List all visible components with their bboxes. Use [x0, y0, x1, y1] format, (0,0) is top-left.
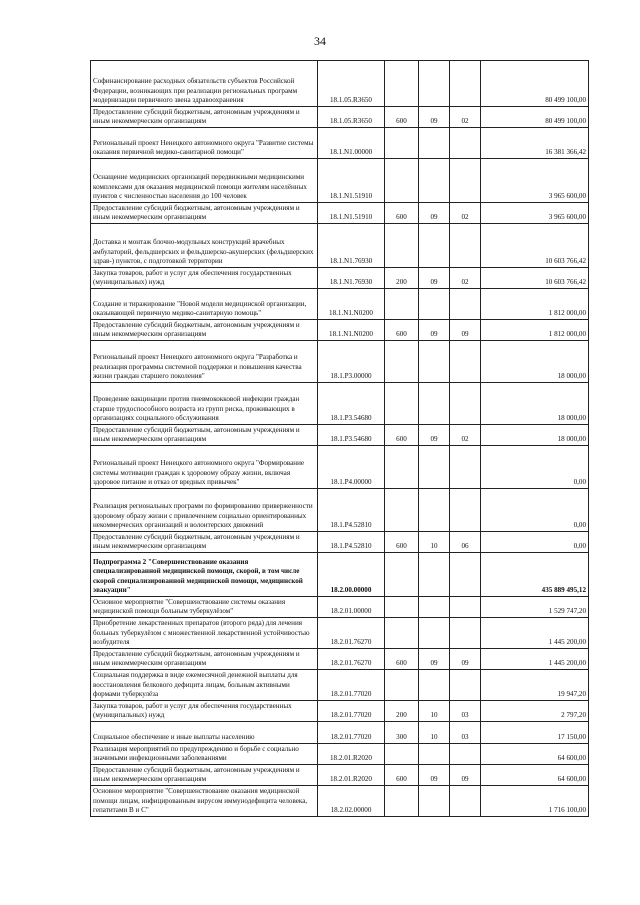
row-expense-type-cell: 600	[385, 203, 419, 224]
row-subsection-cell	[450, 489, 481, 532]
row-expense-type-cell	[385, 61, 419, 107]
row-section-cell: 09	[419, 268, 450, 289]
row-amount-cell: 0,00	[481, 489, 589, 532]
row-name-cell: Оснащение медицинских организаций передвижными медицинскими комплексами для оказания медицинской помощи жителям населённых пунктов с численностью населения до 100 человек	[91, 159, 318, 203]
row-subsection-cell: 02	[450, 107, 481, 128]
row-expense-type-cell: 600	[385, 532, 419, 553]
row-expense-type-cell: 600	[385, 107, 419, 128]
row-expense-type-cell	[385, 341, 419, 383]
row-code-cell: 18.1.P4.52810	[318, 532, 385, 553]
row-section-cell: 09	[419, 320, 450, 341]
row-expense-type-cell	[385, 597, 419, 618]
row-expense-type-cell	[385, 489, 419, 532]
row-expense-type-cell: 200	[385, 701, 419, 722]
row-section-cell	[419, 744, 450, 765]
row-expense-type-cell	[385, 670, 419, 701]
row-expense-type-cell	[385, 159, 419, 203]
table-row	[91, 159, 589, 203]
row-section-cell	[419, 618, 450, 649]
row-code-cell: 18.1.N1.51910	[318, 203, 385, 224]
row-expense-type-cell	[385, 224, 419, 268]
row-section-cell	[419, 224, 450, 268]
row-amount-cell: 19 947,20	[481, 670, 589, 701]
table-row	[91, 765, 589, 786]
row-subsection-cell	[450, 446, 481, 489]
row-subsection-cell: 09	[450, 320, 481, 341]
row-expense-type-cell	[385, 128, 419, 159]
row-expense-type-cell	[385, 618, 419, 649]
row-section-cell: 09	[419, 425, 450, 446]
row-code-cell: 18.2.02.00000	[318, 786, 385, 817]
row-amount-cell: 18 000,00	[481, 383, 589, 425]
table-row	[91, 107, 589, 128]
row-subsection-cell: 03	[450, 722, 481, 744]
row-section-cell	[419, 786, 450, 817]
table-row	[91, 128, 589, 159]
row-code-cell: 18.1.N1.51910	[318, 159, 385, 203]
row-subsection-cell	[450, 786, 481, 817]
row-name-cell: Основное мероприятие "Совершенствование оказания медицинской помощи лицам, инфицированным вирусом иммунодефицита человека, гепатитами В и С"	[91, 786, 318, 817]
row-section-cell	[419, 159, 450, 203]
row-code-cell: 18.2.01.R2020	[318, 765, 385, 786]
row-amount-cell: 64 600,00	[481, 765, 589, 786]
row-section-cell	[419, 128, 450, 159]
page-number: 34	[314, 34, 326, 48]
row-subsection-cell	[450, 341, 481, 383]
row-amount-cell: 2 797,20	[481, 701, 589, 722]
row-amount-cell: 18 000,00	[481, 341, 589, 383]
row-expense-type-cell	[385, 744, 419, 765]
row-name-cell: Реализация региональных программ по формированию приверженности здоровому образу жизни с привлечением социально ориентированных некоммерческих организаций и волонтерских движений	[91, 489, 318, 532]
table-row	[91, 224, 589, 268]
row-name-cell: Предоставление субсидий бюджетным, автономным учреждениям и иным некоммерческим организациям	[91, 425, 318, 446]
row-subsection-cell	[450, 670, 481, 701]
row-name-cell: Предоставление субсидий бюджетным, автономным учреждениям и иным некоммерческим организациям	[91, 107, 318, 128]
row-subsection-cell	[450, 383, 481, 425]
row-amount-cell: 3 965 600,00	[481, 203, 589, 224]
table-row	[91, 383, 589, 425]
row-expense-type-cell: 600	[385, 765, 419, 786]
row-code-cell: 18.1.P3.54680	[318, 425, 385, 446]
table-row	[91, 489, 589, 532]
row-section-cell	[419, 61, 450, 107]
row-subsection-cell	[450, 744, 481, 765]
row-code-cell: 18.1.N1.00000	[318, 128, 385, 159]
row-name-cell: Региональный проект Ненецкого автономного округа "Разработка и реализация программы системной поддержки и повышения качества жизни граждан старшего поколения"	[91, 341, 318, 383]
table-row	[91, 701, 589, 722]
row-subsection-cell	[450, 289, 481, 320]
row-code-cell: 18.1.P3.00000	[318, 341, 385, 383]
row-expense-type-cell	[385, 553, 419, 597]
row-subsection-cell	[450, 159, 481, 203]
row-section-cell	[419, 597, 450, 618]
row-subsection-cell	[450, 553, 481, 597]
row-code-cell: 18.1.P3.54680	[318, 383, 385, 425]
row-amount-cell: 80 499 100,00	[481, 107, 589, 128]
row-code-cell: 18.2.00.00000	[318, 553, 385, 597]
row-section-cell: 10	[419, 532, 450, 553]
row-amount-cell: 10 603 766,42	[481, 268, 589, 289]
row-amount-cell: 0,00	[481, 532, 589, 553]
row-name-cell: Социальная поддержка в виде ежемесячной денежной выплаты для восстановления белкового дефицита лицам, больным активными формами туберкулёза	[91, 670, 318, 701]
row-name-cell: Региональный проект Ненецкого автономного округа "Развитие системы оказания первичной медико-санитарной помощи"	[91, 128, 318, 159]
row-amount-cell: 1 716 100,00	[481, 786, 589, 817]
row-subsection-cell	[450, 61, 481, 107]
row-amount-cell: 1 445 200,00	[481, 618, 589, 649]
row-code-cell: 18.1.N1.76930	[318, 224, 385, 268]
table-row	[91, 203, 589, 224]
table-row	[91, 722, 589, 744]
row-section-cell	[419, 489, 450, 532]
table-row	[91, 553, 589, 597]
row-amount-cell: 1 445 200,00	[481, 649, 589, 670]
row-name-cell: Социальное обеспечение и иные выплаты населению	[91, 722, 318, 744]
row-section-cell	[419, 446, 450, 489]
row-name-cell: Предоставление субсидий бюджетным, автономным учреждениям и иным некоммерческим организациям	[91, 320, 318, 341]
row-amount-cell: 80 499 100,00	[481, 61, 589, 107]
table-row	[91, 744, 589, 765]
row-code-cell: 18.1.05.R3650	[318, 107, 385, 128]
budget-table	[90, 60, 589, 817]
row-subsection-cell: 02	[450, 425, 481, 446]
row-code-cell: 18.2.01.77020	[318, 701, 385, 722]
row-expense-type-cell: 600	[385, 649, 419, 670]
row-code-cell: 18.1.N1.76930	[318, 268, 385, 289]
row-amount-cell: 17 150,00	[481, 722, 589, 744]
row-expense-type-cell: 600	[385, 320, 419, 341]
row-amount-cell: 435 889 495,12	[481, 553, 589, 597]
row-expense-type-cell	[385, 383, 419, 425]
row-name-cell: Реализация мероприятий по предупреждению и борьбе с социально значимыми инфекционными заболеваниями	[91, 744, 318, 765]
table-row	[91, 341, 589, 383]
row-amount-cell: 18 000,00	[481, 425, 589, 446]
row-amount-cell: 1 812 000,00	[481, 289, 589, 320]
row-subsection-cell: 09	[450, 765, 481, 786]
table-row	[91, 61, 589, 107]
table-row	[91, 670, 589, 701]
row-amount-cell: 10 603 766,42	[481, 224, 589, 268]
row-code-cell: 18.2.01.76270	[318, 649, 385, 670]
table-row	[91, 597, 589, 618]
row-section-cell	[419, 670, 450, 701]
row-code-cell: 18.2.01.00000	[318, 597, 385, 618]
row-expense-type-cell: 200	[385, 268, 419, 289]
row-section-cell	[419, 341, 450, 383]
row-expense-type-cell	[385, 786, 419, 817]
row-section-cell: 09	[419, 107, 450, 128]
row-subsection-cell	[450, 128, 481, 159]
row-name-cell: Предоставление субсидий бюджетным, автономным учреждениям и иным некоммерческим организациям	[91, 532, 318, 553]
row-code-cell: 18.1.P4.52810	[318, 489, 385, 532]
row-name-cell: Доставка и монтаж блочно-модульных конструкций врачебных амбулаторий, фельдшерских и фельдшерско-акушерских (фельдшерских здрав-) пунктов, с подготовкой территории	[91, 224, 318, 268]
row-section-cell: 10	[419, 701, 450, 722]
row-subsection-cell: 03	[450, 701, 481, 722]
row-name-cell: Региональный проект Ненецкого автономного округа "Формирование системы мотивации граждан к здоровому образу жизни, включая здоровое питание и отказ от вредных привычек"	[91, 446, 318, 489]
table-row	[91, 532, 589, 553]
row-expense-type-cell: 300	[385, 722, 419, 744]
table-row	[91, 649, 589, 670]
row-code-cell: 18.2.01.76270	[318, 618, 385, 649]
row-section-cell: 09	[419, 649, 450, 670]
row-name-cell: Закупка товаров, работ и услуг для обеспечения государственных (муниципальных) нужд	[91, 701, 318, 722]
row-amount-cell: 3 965 600,00	[481, 159, 589, 203]
row-code-cell: 18.1.N1.N0200	[318, 320, 385, 341]
row-section-cell	[419, 383, 450, 425]
row-name-cell: Предоставление субсидий бюджетным, автономным учреждениям и иным некоммерческим организациям	[91, 203, 318, 224]
table-row	[91, 618, 589, 649]
row-expense-type-cell	[385, 289, 419, 320]
budget-table-body	[91, 61, 589, 817]
row-code-cell: 18.2.01.77020	[318, 722, 385, 744]
row-name-cell: Создание и тиражирование "Новой модели медицинской организации, оказывающей первичную медико-санитарную помощь"	[91, 289, 318, 320]
row-section-cell	[419, 553, 450, 597]
row-subsection-cell	[450, 224, 481, 268]
row-subsection-cell: 02	[450, 203, 481, 224]
row-code-cell: 18.2.01.77020	[318, 670, 385, 701]
row-name-cell: Приобретение лекарственных препаратов (второго ряда) для лечения больных туберкулёзом с множественной лекарственной устойчивостью возбудителя	[91, 618, 318, 649]
table-row	[91, 268, 589, 289]
row-section-cell: 09	[419, 765, 450, 786]
row-name-cell: Софинансирование расходных обязательств субъектов Российской Федерации, возникающих при реализации региональных программ модернизации первичного звена здравоохранения	[91, 61, 318, 107]
table-row	[91, 425, 589, 446]
row-name-cell: Закупка товаров, работ и услуг для обеспечения государственных (муниципальных) нужд	[91, 268, 318, 289]
row-subsection-cell: 02	[450, 268, 481, 289]
row-amount-cell: 1 529 747,20	[481, 597, 589, 618]
row-code-cell: 18.1.05.R3650	[318, 61, 385, 107]
table-row	[91, 446, 589, 489]
row-section-cell: 10	[419, 722, 450, 744]
row-name-cell: Предоставление субсидий бюджетным, автономным учреждениям и иным некоммерческим организациям	[91, 649, 318, 670]
row-amount-cell: 0,00	[481, 446, 589, 489]
row-amount-cell: 64 600,00	[481, 744, 589, 765]
row-subsection-cell: 09	[450, 649, 481, 670]
row-amount-cell: 16 381 366,42	[481, 128, 589, 159]
row-section-cell	[419, 289, 450, 320]
row-name-cell: Предоставление субсидий бюджетным, автономным учреждениям и иным некоммерческим организациям	[91, 765, 318, 786]
table-row	[91, 320, 589, 341]
row-code-cell: 18.1.N1.N0200	[318, 289, 385, 320]
row-subsection-cell: 06	[450, 532, 481, 553]
row-name-cell: Подпрограмма 2 "Совершенствование оказания специализированной медицинской помощи, скорой, в том числе скорой специализированной медицинской помощи, медицинской эвакуации"	[91, 553, 318, 597]
row-amount-cell: 1 812 000,00	[481, 320, 589, 341]
row-section-cell: 09	[419, 203, 450, 224]
row-expense-type-cell	[385, 446, 419, 489]
row-expense-type-cell: 600	[385, 425, 419, 446]
row-name-cell: Основное мероприятие "Совершенствование системы оказания медицинской помощи больным туберкулёзом"	[91, 597, 318, 618]
row-code-cell: 18.1.P4.00000	[318, 446, 385, 489]
row-subsection-cell	[450, 618, 481, 649]
row-name-cell: Проведение вакцинации против пневмококковой инфекции граждан старше трудоспособного возраста из групп риска, проживающих в организациях социального обслуживания	[91, 383, 318, 425]
table-row	[91, 786, 589, 817]
table-row	[91, 289, 589, 320]
row-subsection-cell	[450, 597, 481, 618]
row-code-cell: 18.2.01.R2020	[318, 744, 385, 765]
